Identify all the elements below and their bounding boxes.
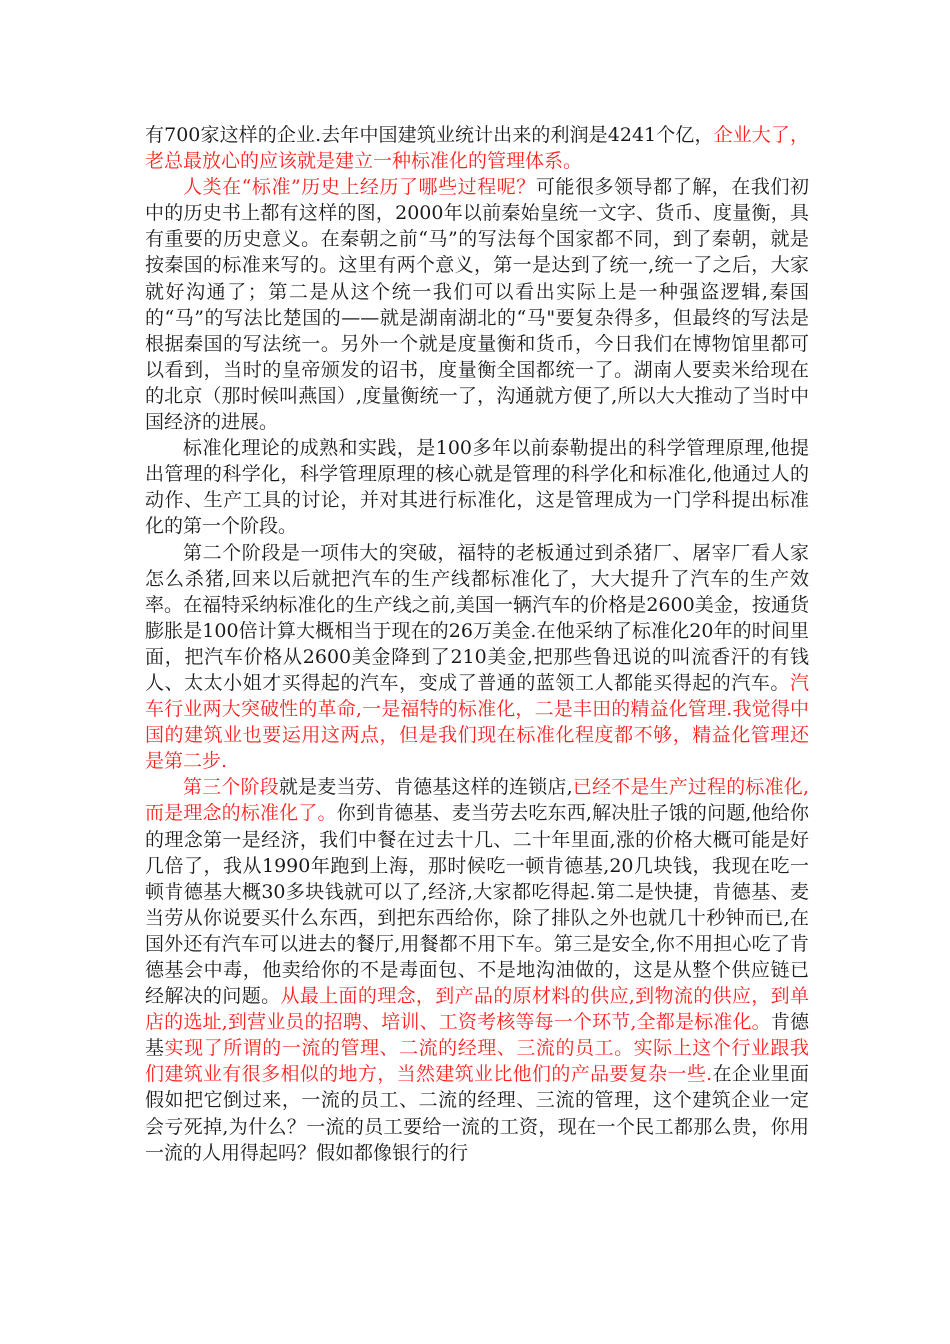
highlighted-text: 从最上面的理念，到产品的原材料的供应,到物流的供应，到单店的选址,到营业员的招聘、培训、工资考核等每一个环节,全都是标准化。	[145, 985, 809, 1034]
paragraph	[145, 774, 809, 1165]
body-text: 第二个阶段是一项伟大的突破，福特的老板通过到杀猪厂、屠宰厂看人家怎么杀猪,回来以后就把汽车的生产线都标准化了，大大提升了汽车的生产效率。在福特采纳标准化的生产线之前,美国一辆汽车的价格是2600美金，按通货膨胀是100倍计算大概相当于现在的26万美金.在他采纳了标准化20年的时间里面，把汽车价格从2600美金降到了210美金,把那些鲁迅说的叫流香汗的有钱人、太太小姐才买得起的汽车，变成了普通的蓝领工人都能买得起的汽车。	[145, 541, 809, 694]
paragraph	[145, 540, 809, 775]
paragraph	[145, 122, 809, 174]
body-text: 在企业里面假如把它倒过来，一流的员工、二流的经理、三流的管理，这个建筑企业一定会亏死掉,为什么？一流的员工要给一流的工资，现在一个民工都那么贵，你用一流的人用得起吗？假如都像银行的行	[145, 1063, 809, 1164]
highlighted-text: 汽车行业两大突破性的革命,一是福特的标准化，二是丰田的精益化管理.我觉得中国的建筑业也要运用这两点，但是我们现在标准化程度都不够，精益化管理还是第二步.	[145, 671, 809, 773]
document-body	[145, 122, 809, 1166]
highlighted-text: 企业大了，老总最放心的应该就是建立一种标准化的管理体系。	[145, 124, 809, 173]
body-text: 标准化理论的成熟和实践，是100多年以前泰勒提出的科学管理原理,他提出管理的科学化，科学管理原理的核心就是管理的科学化和标准化,他通过人的动作、生产工具的讨论，并对其进行标准化，这是管理成为一门学科提出标准化的第一个阶段。	[145, 437, 809, 538]
body-text: 你到肯德基、麦当劳去吃东西,解决肚子饿的问题,他给你的理念第一是经济，我们中餐在过去十几、二十年里面,涨的价格大概可能是好几倍了，我从1990年跑到上海，那时候吃一顿肯德基,20几块钱，我现在吃一顿肯德基大概30多块钱就可以了,经济,大家都吃得起.第二是快捷，肯德基、麦当劳从你说要买什么东西，到把东西给你，除了排队之外也就几十秒钟而已,在国外还有汽车可以进去的餐厅,用餐都不用下车。第三是安全,你不用担心吃了肯德基会中毒，他卖给你的不是毒面包、不是地沟油做的，这是从整个供应链已经解决的问题。	[145, 802, 809, 1008]
paragraph	[145, 174, 809, 435]
body-text: 有700家这样的企业.去年中国建筑业统计出来的利润是4241个亿，	[145, 124, 714, 146]
highlighted-text: 实现了所谓的一流的管理、二流的经理、三流的员工。实际上这个行业跟我们建筑业有很多相似的地方，当然建筑业比他们的产品要复杂一些.	[145, 1037, 809, 1086]
body-text: 就是麦当劳、肯德基这样的连锁店,	[278, 776, 573, 799]
highlighted-text: 第三个阶段	[183, 776, 279, 799]
body-text: 肯德基	[145, 1011, 809, 1060]
body-text: 可能很多领导都了解，在我们初中的历史书上都有这样的图，2000年以前秦始皇统一文字、货币、度量衡，具有重要的历史意义。在秦朝之前“马”的写法每个国家都不同，到了秦朝，就是按秦国的标准来写的。这里有两个意义，第一是达到了统一,统一了之后，大家就好沟通了；第二是从这个统一我们可以看出实际上是一种强盗逻辑,秦国的“马”的写法比楚国的——就是湖南湖北的“马"要复杂得多，但最终的写法是根据秦国的写法统一。另外一个就是度量衡和货币，今日我们在博物馆里都可以看到，当时的皇帝颁发的诏书，度量衡全国都统一了。湖南人要卖米给现在的北京（那时候叫燕国）,度量衡统一了，沟通就方便了,所以大大推动了当时中国经济的进展。	[145, 176, 809, 434]
highlighted-text: 已经不是生产过程的标准化,而是理念的标准化了。	[145, 776, 809, 825]
highlighted-text: 人类在“标准”历史上经历了哪些过程呢？	[183, 176, 536, 199]
paragraph	[145, 435, 809, 539]
